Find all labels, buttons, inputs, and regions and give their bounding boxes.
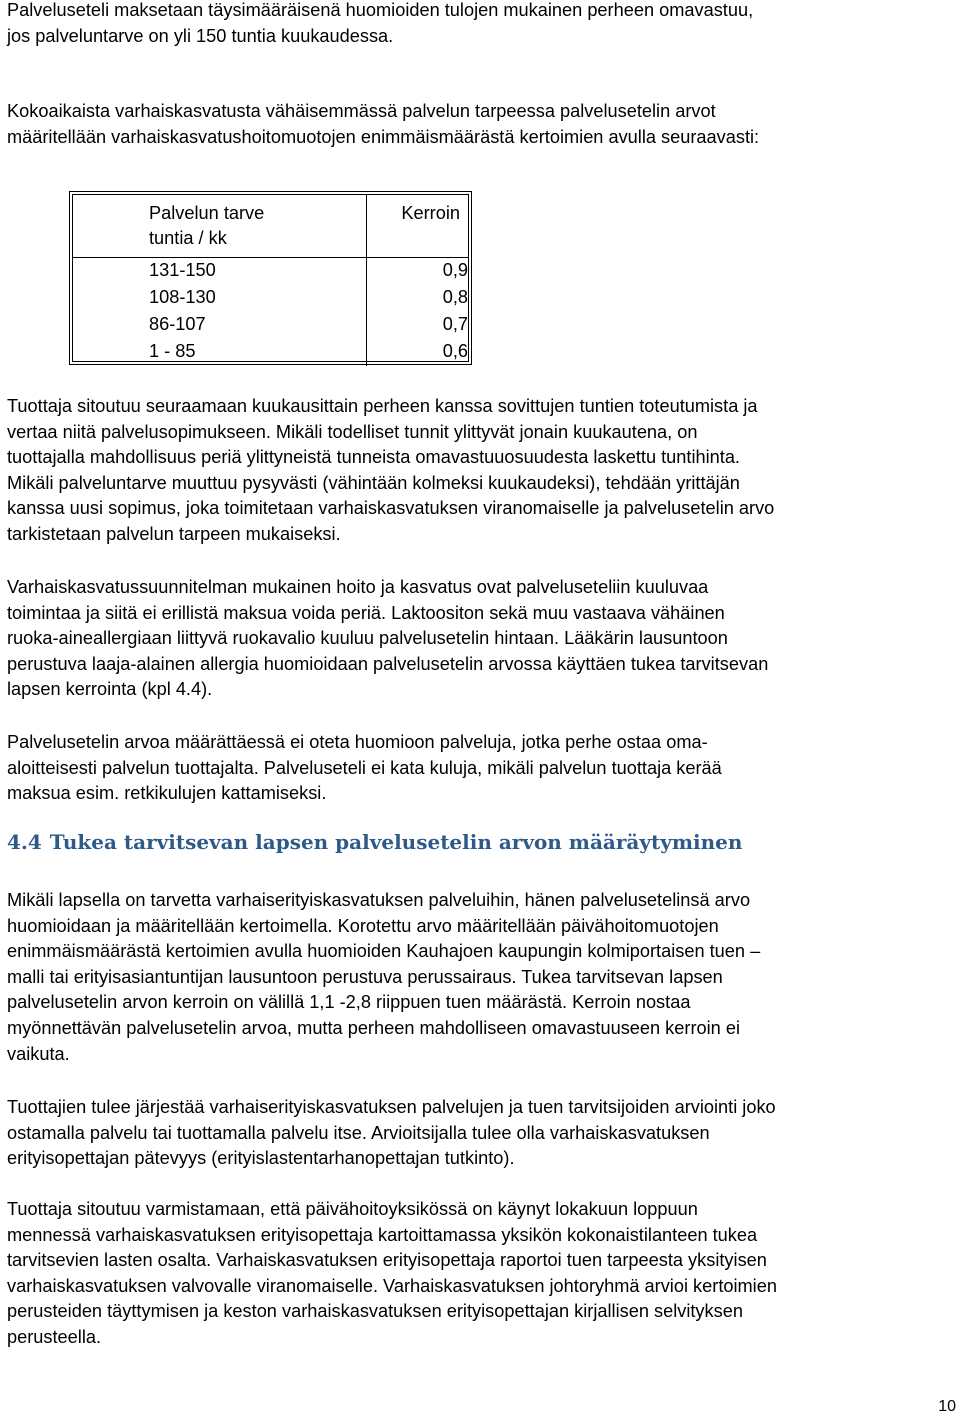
text-line: vertaa niitä palvelusopimukseen. Mikäli todelliset tunnit ylittyvät jonain kuukautena, on xyxy=(7,421,698,442)
text-line: perusteella. xyxy=(7,1326,102,1347)
text-line: tarvitsevien lasten osalta. Varhaiskasvatuksen erityisopettaja raportoi tuen tarpeesta yksityisen xyxy=(7,1250,767,1271)
text-line: Tuottajien tulee järjestää varhaiserityiskasvatuksen palvelujen ja tuen tarvitsijoiden arviointi joko xyxy=(7,1097,776,1117)
table-cell-coefficient: 0,9 xyxy=(442,260,468,280)
paragraph-assessment xyxy=(7,1095,955,1172)
text-line: Varhaiskasvatussuunnitelman mukainen hoito ja kasvatus ovat palveluseteliin kuuluvaa xyxy=(7,577,709,597)
text-line: Mikäli lapsella on tarvetta varhaiserityiskasvatuksen palveluihin, hänen palvelusetelinsä arvo xyxy=(7,890,751,910)
text-line: huomioidaan ja määritellään kertoimella. Korotettu arvo määritellään päivähoitomuotojen xyxy=(7,915,719,936)
text-line: tarkistetaan palvelun tarpeen mukaiseksi. xyxy=(7,523,341,544)
section-heading xyxy=(7,830,742,854)
table-header-hours xyxy=(73,195,366,258)
text-line: Palvelusetelin arvoa määrättäessä ei oteta huomioon palveluja, jotka perhe ostaa oma- xyxy=(7,732,708,752)
paragraph-verification xyxy=(7,1197,955,1351)
text-line: tuottajalla mahdollisuus periä ylittyneistä tunneista omavastuuosuudesta laskettu tuntihinta. xyxy=(7,447,740,468)
text-line: aloitteisesti palvelun tuottajalta. Palveluseteli ei kata kuluja, mikäli palvelun tuottaja kerää xyxy=(7,757,722,778)
text-line: erityisopettajan pätevyys (erityislastentarhanopettajan tutkinto). xyxy=(7,1148,515,1169)
text-line: malli tai erityisasiantuntijan lausuntoon perustuva perussairaus. Tukea tarvitsevan lapsen xyxy=(7,966,723,987)
paragraph-exclusions xyxy=(7,730,955,807)
section-title: Tukea tarvitsevan lapsen palvelusetelin arvon määräytyminen xyxy=(49,830,743,854)
paragraph-monitoring xyxy=(7,394,955,548)
text-line: ruoka-aineallergiaan liittyvä ruokavalio kuuluu palvelusetelin hintaan. Lääkärin lausuntoon xyxy=(7,628,728,649)
text-line: maksua esim. retkikulujen kattamiseksi. xyxy=(7,783,327,804)
text-line: mennessä varhaiskasvatuksen erityisopettaja kartoittamassa yksikön kokonaistilanteen tukea xyxy=(7,1224,758,1245)
text-line: lapsen kerrointa (kpl 4.4). xyxy=(7,679,213,700)
paragraph-curriculum xyxy=(7,575,955,703)
text-line: varhaiskasvatuksen valvovalle viranomaiselle. Varhaiskasvatuksen johtoryhmä arvioi kertoimien xyxy=(7,1275,777,1296)
table-row xyxy=(73,258,468,286)
text-line: perustuva laaja-alainen allergia huomioidaan palvelusetelin arvossa käyttäen tukea tarvitsevan xyxy=(7,653,769,674)
paragraph-special-support xyxy=(7,888,955,1067)
table-cell-hours: 131-150 xyxy=(73,258,366,286)
text-line: jos palveluntarve on yli 150 tuntia kuukaudessa. xyxy=(7,25,394,46)
text-line: palvelusetelin arvon kerroin on välillä 1,1 -2,8 riippuen tuen määrästä. Kerroin nostaa xyxy=(7,992,691,1013)
text-line: vaikuta. xyxy=(7,1043,70,1064)
table-row xyxy=(73,285,468,312)
text-line: toimintaa ja siitä ei erillistä maksua voida periä. Laktoositon sekä muu vastaava vähäinen xyxy=(7,602,725,623)
text-line: myönnettävän palvelusetelin arvoa, mutta perheen mahdolliseen omavastuuseen kerroin ei xyxy=(7,1017,740,1038)
section-number: 4.4 xyxy=(7,830,42,854)
coefficient-table xyxy=(72,194,469,362)
header-hours-line1: Palvelun tarve xyxy=(149,203,265,223)
text-line: ostamalla palvelu tai tuottamalla palvelu itse. Arvioitsijalla tulee olla varhaiskasvatuksen xyxy=(7,1122,710,1143)
table-cell-coefficient: 0,6 xyxy=(442,341,468,361)
text-line: enimmäismäärästä kertoimien avulla huomioiden Kauhajoen kaupungin kolmiportaisen tuen – xyxy=(7,941,761,962)
text-line: kanssa uusi sopimus, joka toimitetaan varhaiskasvatuksen viranomaiselle ja palvelusetelin arvo xyxy=(7,498,775,519)
table-cell-coefficient: 0,7 xyxy=(442,314,468,334)
paragraph-coefficients-intro xyxy=(7,99,955,150)
text-line: Palveluseteli maksetaan täysimääräisenä huomioiden tulojen mukainen perheen omavastuu, xyxy=(7,0,754,20)
page-number: 10 xyxy=(938,1398,956,1415)
table-cell-coefficient: 0,8 xyxy=(442,287,468,307)
text-line: Tuottaja sitoutuu varmistamaan, että päivähoitoyksikössä on käynyt lokakuun loppuun xyxy=(7,1199,698,1219)
table-header-coefficient: Kerroin xyxy=(366,195,468,258)
text-line: Mikäli palveluntarve muuttuu pysyvästi (vähintään kolmeksi kuukaudeksi), tehdään yrittäjän xyxy=(7,472,740,493)
table-row xyxy=(73,312,468,339)
table-cell-hours: 86-107 xyxy=(73,312,366,339)
text-line: perusteiden täyttymisen ja keston varhaiskasvatuksen erityisopettajan kirjallisen selvityksen xyxy=(7,1301,743,1322)
text-line: määritellään varhaiskasvatushoitomuotojen enimmäismäärästä kertoimien avulla seuraavasti: xyxy=(7,126,760,147)
header-hours-line2: tuntia / kk xyxy=(149,228,227,248)
table-row xyxy=(73,339,468,366)
text-line: Kokoaikaista varhaiskasvatusta vähäisemmässä palvelun tarpeessa palvelusetelin arvot xyxy=(7,101,716,121)
paragraph-intro xyxy=(7,0,955,49)
table-header-row xyxy=(73,195,468,258)
table-cell-hours: 108-130 xyxy=(73,285,366,312)
text-line: Tuottaja sitoutuu seuraamaan kuukausittain perheen kanssa sovittujen tuntien toteutumista ja xyxy=(7,396,758,416)
table-cell-hours: 1 - 85 xyxy=(73,339,366,366)
